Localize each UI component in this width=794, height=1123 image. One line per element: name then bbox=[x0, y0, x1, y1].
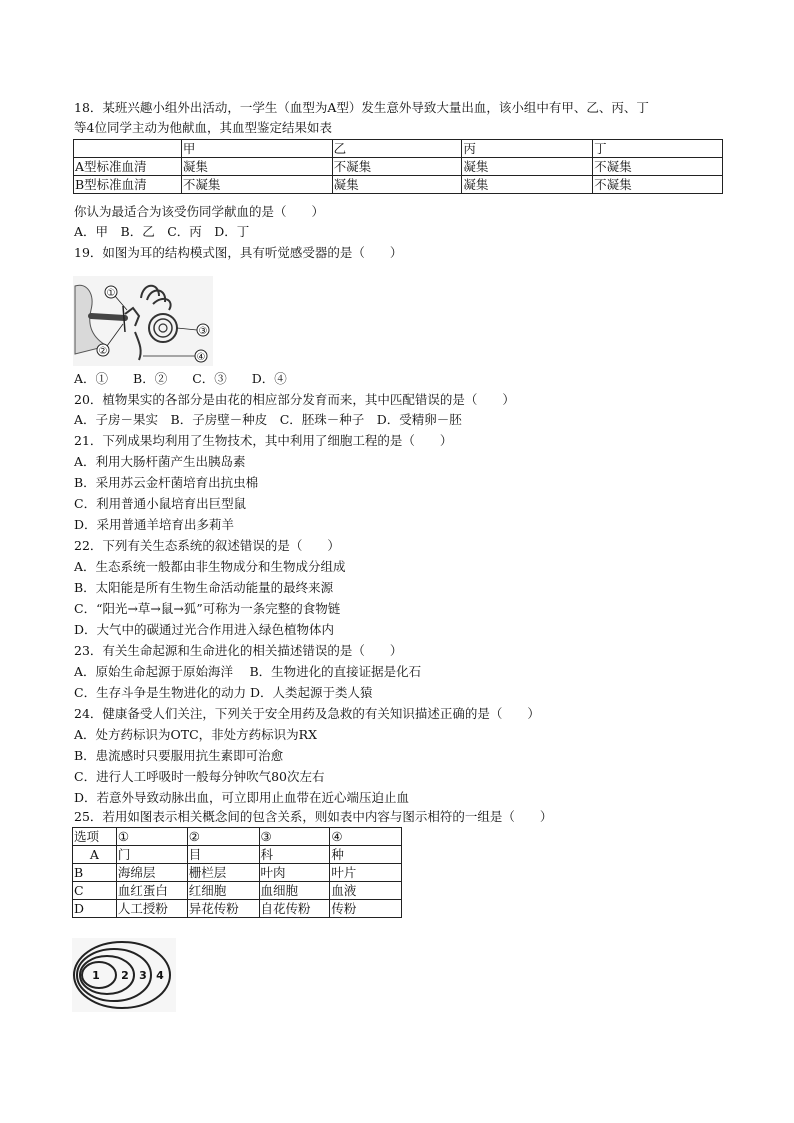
table-cell: 血液 bbox=[330, 882, 402, 900]
ear-label-2: ② bbox=[98, 346, 108, 357]
table-cell: 凝集 bbox=[181, 158, 332, 176]
q24-option-d: D．若意外导致动脉出血，可立即用止血带在近心端压迫止血 bbox=[74, 790, 410, 805]
table-cell: 栅栏层 bbox=[187, 864, 259, 882]
table-cell: 丁 bbox=[593, 140, 723, 158]
table-row bbox=[74, 158, 723, 176]
table-cell bbox=[74, 140, 182, 158]
table-cell: B型标准血清 bbox=[74, 176, 182, 194]
table-row bbox=[73, 882, 402, 900]
ear-structure-figure bbox=[73, 276, 213, 366]
q22-option-c: C．“阳光→草→鼠→狐”可称为一条完整的食物链 bbox=[74, 601, 341, 616]
q19-stem: 19．如图为耳的结构模式图，具有听觉感受器的是（ ） bbox=[74, 245, 403, 260]
ellipse-label-2: 2 bbox=[121, 969, 129, 982]
ellipse-label-3: 3 bbox=[139, 969, 147, 982]
q23-stem: 23．有关生命起源和生命进化的相关描述错误的是（ ） bbox=[74, 643, 403, 658]
q25-concept-table bbox=[72, 827, 402, 918]
table-cell: 人工授粉 bbox=[116, 900, 187, 918]
table-cell: 异花传粉 bbox=[187, 900, 259, 918]
table-cell: 甲 bbox=[181, 140, 332, 158]
table-cell: 不凝集 bbox=[593, 158, 723, 176]
q25-stem: 25．若用如图表示相关概念间的包含关系，则如表中内容与图示相符的一组是（ ） bbox=[74, 809, 553, 824]
q24-option-b: B．患流感时只要服用抗生素即可治愈 bbox=[74, 748, 284, 763]
ellipse-label-1: 1 bbox=[92, 969, 100, 982]
q22-stem: 22．下列有关生态系统的叙述错误的是（ ） bbox=[74, 538, 340, 553]
q24-option-c: C．进行人工呼吸时一般每分钟吹气80次左右 bbox=[74, 769, 325, 784]
table-cell: 选项 bbox=[73, 828, 117, 846]
table-row bbox=[73, 864, 402, 882]
q23-options-ab: A．原始生命起源于原始海洋 B．生物进化的直接证据是化石 bbox=[74, 664, 422, 679]
table-cell: 乙 bbox=[332, 140, 462, 158]
q22-option-b: B．太阳能是所有生物生命活动能量的最终来源 bbox=[74, 580, 334, 595]
q24-option-a: A．处方药标识为OTC，非处方药标识为RX bbox=[74, 727, 317, 742]
table-cell: 凝集 bbox=[462, 176, 593, 194]
table-cell: 不凝集 bbox=[593, 176, 723, 194]
table-row bbox=[74, 140, 723, 158]
table-cell: 自花传粉 bbox=[259, 900, 330, 918]
table-cell: ② bbox=[187, 828, 259, 846]
table-cell: 丙 bbox=[462, 140, 593, 158]
table-cell: 目 bbox=[187, 846, 259, 864]
q19-options: A．① B．② C．③ D．④ bbox=[74, 371, 287, 386]
table-cell: 不凝集 bbox=[332, 158, 462, 176]
q23-options-cd: C．生存斗争是生物进化的动力 D．人类起源于类人猿 bbox=[74, 685, 373, 700]
table-cell: 凝集 bbox=[332, 176, 462, 194]
table-cell: 传粉 bbox=[330, 900, 402, 918]
q18-stem-line2: 等4位同学主动为他献血，其血型鉴定结果如表 bbox=[74, 120, 332, 135]
table-row bbox=[73, 846, 402, 864]
ear-label-3: ③ bbox=[198, 326, 208, 337]
q18-blood-table bbox=[73, 139, 723, 194]
table-cell: 血细胞 bbox=[259, 882, 330, 900]
table-cell: ③ bbox=[259, 828, 330, 846]
q21-option-b: B．采用苏云金杆菌培育出抗虫棉 bbox=[74, 475, 259, 490]
table-row bbox=[73, 900, 402, 918]
ellipse-label-4: 4 bbox=[156, 969, 164, 982]
table-cell: 门 bbox=[116, 846, 187, 864]
table-cell: ④ bbox=[330, 828, 402, 846]
table-cell: 血红蛋白 bbox=[116, 882, 187, 900]
ear-label-1: ① bbox=[106, 288, 116, 299]
table-cell: 红细胞 bbox=[187, 882, 259, 900]
q18-options: A．甲 B．乙 C．丙 D．丁 bbox=[74, 224, 250, 239]
q20-stem: 20．植物果实的各部分是由花的相应部分发育而来，其中匹配错误的是（ ） bbox=[74, 392, 515, 407]
nested-ellipses-figure bbox=[72, 938, 176, 1012]
table-cell: A型标准血清 bbox=[74, 158, 182, 176]
table-cell: 叶肉 bbox=[259, 864, 330, 882]
q18-stem-line1: 18．某班兴趣小组外出活动，一学生（血型为A型）发生意外导致大量出血，该小组中有甲、乙、丙、丁 bbox=[74, 100, 649, 115]
table-cell: C bbox=[73, 882, 117, 900]
table-cell: 海绵层 bbox=[116, 864, 187, 882]
table-row bbox=[74, 176, 723, 194]
q18-question: 你认为最适合为该受伤同学献血的是（ ） bbox=[74, 204, 325, 219]
q21-option-a: A．利用大肠杆菌产生出胰岛素 bbox=[74, 454, 246, 469]
table-row bbox=[73, 828, 402, 846]
table-cell: D bbox=[73, 900, 117, 918]
table-cell: 凝集 bbox=[462, 158, 593, 176]
q20-options: A．子房－果实 B．子房壁－种皮 C．胚珠－种子 D．受精卵－胚 bbox=[74, 412, 462, 427]
q21-option-c: C．利用普通小鼠培育出巨型鼠 bbox=[74, 496, 247, 511]
q21-stem: 21．下列成果均利用了生物技术，其中利用了细胞工程的是（ ） bbox=[74, 433, 453, 448]
q24-stem: 24．健康备受人们关注，下列关于安全用药及急救的有关知识描述正确的是（ ） bbox=[74, 706, 540, 721]
table-cell: B bbox=[73, 864, 117, 882]
table-cell: ① bbox=[116, 828, 187, 846]
table-cell: 种 bbox=[330, 846, 402, 864]
table-cell: 科 bbox=[259, 846, 330, 864]
table-cell: A bbox=[73, 846, 117, 864]
table-cell: 不凝集 bbox=[181, 176, 332, 194]
table-cell: 叶片 bbox=[330, 864, 402, 882]
ear-label-4: ④ bbox=[196, 352, 206, 363]
q21-option-d: D．采用普通羊培育出多莉羊 bbox=[74, 517, 235, 532]
q22-option-a: A．生态系统一般都由非生物成分和生物成分组成 bbox=[74, 559, 346, 574]
q22-option-d: D．大气中的碳通过光合作用进入绿色植物体内 bbox=[74, 622, 335, 637]
